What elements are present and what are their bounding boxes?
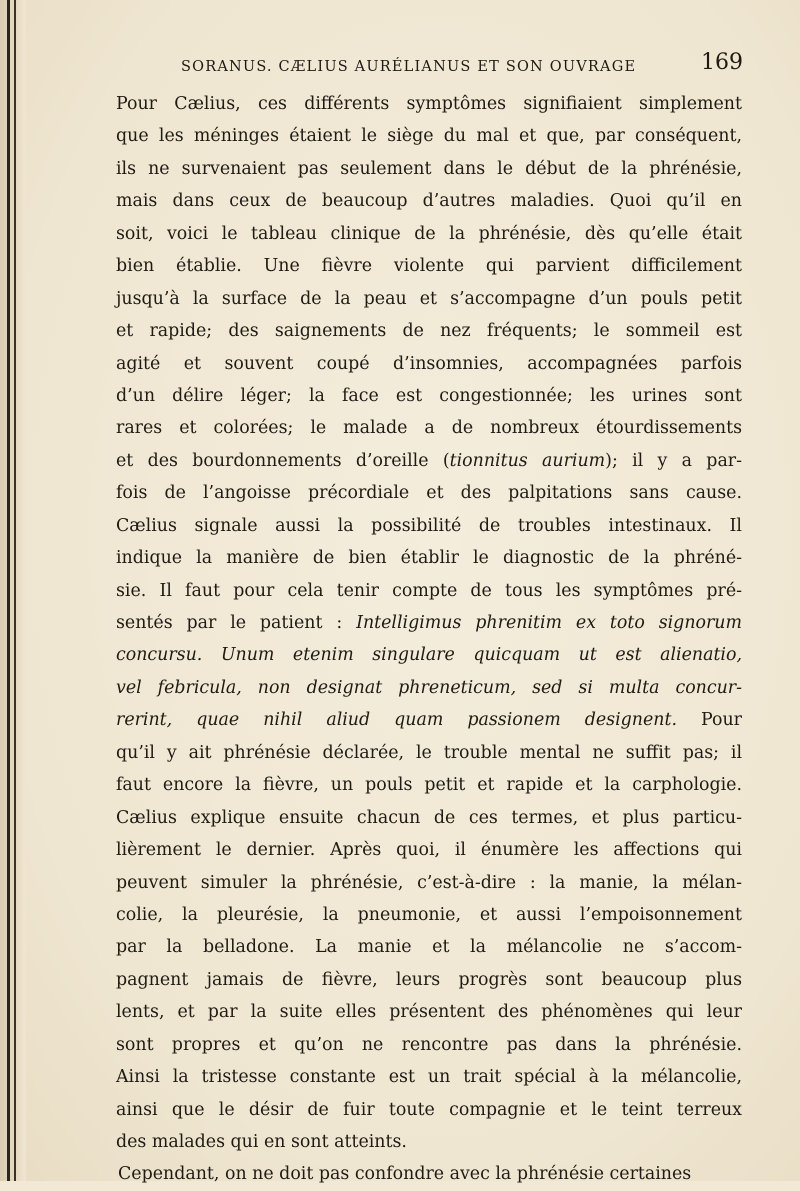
- text-line: par la belladone. La manie et la mélancolie ne s’accom-: [116, 937, 742, 958]
- text-line: Ainsi la tristesse constante est un trait spécial à la mélancolie,: [116, 1067, 742, 1088]
- latin-quote: Intelligimus phrenitim ex toto signorum: [356, 613, 742, 633]
- text-line: faut encore la fièvre, un pouls petit et rapide et la carphologie.: [116, 775, 742, 796]
- text-line: ainsi que le désir de fuir toute compagnie et le teint terreux: [116, 1099, 742, 1120]
- latin-term: tionnitus aurium: [449, 450, 606, 471]
- text-segment: sentés par le patient :: [116, 613, 357, 633]
- text-line: rares et colorées; le malade a de nombreux étourdissements: [116, 418, 742, 439]
- text-line: lents, et par la suite elles présentent des phénomènes qui leur: [116, 1002, 742, 1023]
- text-line: sont propres et qu’on ne rencontre pas dans la phrénésie.: [116, 1034, 742, 1055]
- text-line: peuvent simuler la phrénésie, c’est-à-dire : la manie, la mélan-: [116, 872, 742, 893]
- text-line: indique la manière de bien établir le diagnostic de la phréné-: [116, 548, 742, 569]
- text-line: et rapide; des saignements de nez fréquents; le sommeil est: [116, 321, 742, 342]
- text-line: soit, voici le tableau clinique de la phrénésie, dès qu’elle était: [116, 223, 742, 244]
- text-line: mais dans ceux de beaucoup d’autres maladies. Quoi qu’il en: [116, 191, 742, 212]
- text-segment: et des bourdonnements d’oreille (: [116, 450, 450, 471]
- text-line: lièrement le dernier. Après quoi, il énumère les affections qui: [116, 840, 742, 861]
- text-line: jusqu’à la surface de la peau et s’accompagne d’un pouls petit: [116, 288, 742, 309]
- body-text: [116, 88, 742, 1191]
- latin-quote: rerint, quae nihil aliud quam passionem designent.: [116, 710, 677, 731]
- text-line: Pour Cælius, ces différents symptômes signifiaient simplement: [116, 94, 742, 114]
- text-line: que les méninges étaient le siège du mal et que, par conséquent,: [116, 126, 742, 147]
- text-line: ils ne survenaient pas seulement dans le début de la phrénésie,: [116, 158, 742, 179]
- text-line: bien établie. Une fièvre violente qui parvient difficilement: [116, 256, 742, 277]
- text-line: agité et souvent coupé d’insomnies, accompagnées parfois: [116, 353, 742, 374]
- page-number: 169: [701, 50, 743, 75]
- text-line: Cælius signale aussi la possibilité de troubles intestinaux. Il: [116, 515, 742, 536]
- text-line: [116, 607, 742, 639]
- text-segment: ); il y a par-: [605, 450, 742, 471]
- book-binding: [0, 0, 26, 1181]
- text-line: sie. Il faut pour cela tenir compte de tous les symptômes pré-: [116, 580, 742, 601]
- text-line: Cependant, on ne doit pas confondre avec la phrénésie certaines: [118, 1164, 692, 1185]
- text-line: qu’il y ait phrénésie déclarée, le trouble mental ne suffit pas; il: [116, 742, 742, 763]
- text-line: d’un délire léger; la face est congestionnée; les urines sont: [116, 385, 742, 406]
- latin-quote-line: vel febricula, non designat phreneticum, sed si multa concur-: [116, 677, 742, 698]
- text-line: des malades qui en sont atteints.: [116, 1132, 407, 1152]
- latin-quote-line: concursu. Unum etenim singulare quicquam ut est alienatio,: [116, 645, 742, 666]
- text-line: pagnent jamais de fièvre, leurs progrès sont beaucoup plus: [116, 969, 742, 990]
- text-line: Cælius explique ensuite chacun de ces termes, et plus particu-: [116, 807, 742, 828]
- text-line: [116, 445, 742, 477]
- text-line: colie, la pleurésie, la pneumonie, et aussi l’empoisonnement: [116, 904, 742, 925]
- text-segment: Pour: [677, 710, 742, 731]
- text-line: fois de l’angoisse précordiale et des palpitations sans cause.: [116, 483, 742, 504]
- binding-edge-line: [7, 0, 10, 1181]
- running-title: SORANUS. CÆLIUS AURÉLIANUS ET SON OUVRAGE: [181, 59, 637, 75]
- binding-edge-line: [14, 0, 16, 1181]
- page-header: [0, 44, 800, 84]
- text-line: [116, 704, 742, 736]
